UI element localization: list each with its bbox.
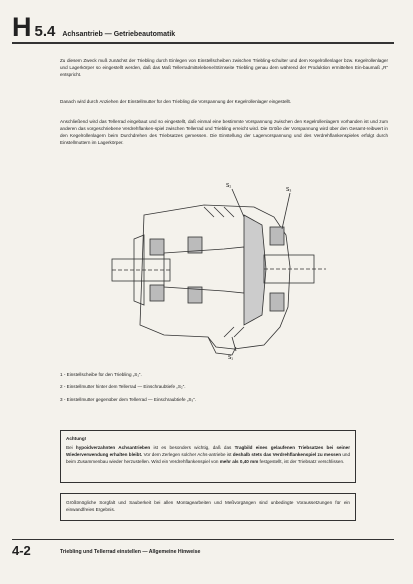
paragraph-3: Anschließend wird das Tellerrad eingebaut und so eingestellt, daß einmal eine bestimmte Vorspannung zwischen den Kegelrollenlagern vorhanden ist und zum anderen das vorgeschriebene Verdrehflanken-spiel zwischen Tellerrad und Triebling erreicht wird. Die Größe der Vorspannung wird über den Gesamt-reibwert in den Kegelrollenlagern beim Durchdrehen des Triebsatzes gemessen. Die Einstellung der Lagervorspannung und des Verdrehflankenspieles erfolgt durch Einstellmuttern im Lagerkörper. (60, 119, 388, 146)
legend-item: 1 - Einstellscheibe für den Triebling „S₁“. (60, 372, 142, 377)
footer-title: Triebling und Tellerrad einstellen — Allgemeine Hinweise (60, 549, 201, 555)
paragraph-2: Danach wird durch Anziehen der Einstellmutter für den Triebling die Vorspannung der Kegelrollenlager eingestellt. (60, 99, 292, 104)
warning-text (66, 444, 350, 465)
legend-item: 3 - Einstellmutter gegenüber dem Tellerrad — Einschraubtiefe „S₃“. (60, 396, 197, 402)
section-number: 5.4 (34, 23, 56, 40)
warning-text-part: deshalb stets das Verdrehflankenspiel zu messen (232, 452, 342, 458)
figure-label-s2: S₂ (226, 183, 232, 189)
warning-text-part: hypoidverzahnten Achsantrieben (75, 445, 151, 451)
care-note-box: Größtmögliche Sorgfalt und Sauberkeit bei allen Montagearbeiten und Meßvorgängen sind unbedingte Voraussetzungen für ein einwandfreies Ergebnis. (60, 493, 356, 521)
figure-label-s1: S₁ (228, 355, 234, 361)
page-header (12, 14, 175, 41)
footer-rule (12, 539, 394, 540)
axle-drive-cross-section-drawing (104, 177, 330, 363)
page-number: 4-2 (12, 543, 31, 558)
figure-label-s3: S₃ (286, 187, 292, 193)
paragraph-1: Zu diesem Zweck muß zunächst der Triebling durch Einlegen von Einstellscheiben zwischen Triebling-schulter und dem Kegelrollenlager bzw. Kegelrollenlager und Lagerkörper so eingestellt werden, daß das Maß Tellerradmittelebene/Stirnseite Triebling genau dem während der Produktion ermittelten Ein-baumaß „R“ entspricht. (60, 58, 388, 78)
figure-legend (60, 369, 196, 406)
chapter-letter: H (12, 12, 32, 42)
warning-text-part: und beim Zusammenbau wieder herzustellen. Wird ein Verdrehflankenspiel von (66, 452, 350, 465)
warning-text-part: festgestellt, ist der Triebsatz verschlissen. (258, 459, 345, 465)
legend-item: 2 - Einstellmutter hinter dem Tellerrad — Einschraubtiefe „S₂“. (60, 384, 186, 390)
warning-text-part: Bei (66, 445, 76, 451)
warning-text-part: ist es besonders wichtig, daß das (150, 445, 235, 451)
warning-text-part: Vor dem Zerlegen solcher Achs-antriebe ist (142, 452, 233, 458)
section-title: Achsantrieb — Getriebeautomatik (62, 31, 176, 38)
warning-title: Achtung! (66, 436, 87, 441)
warning-box (60, 430, 356, 483)
warning-text-part: mehr als 0,40 mm (219, 459, 259, 465)
header-rule (12, 42, 394, 44)
warning-text-part: Tragbild eines gelaufenen Triebsatzes bei seiner Wiederverwendung erhalten bleibt. (66, 445, 350, 458)
